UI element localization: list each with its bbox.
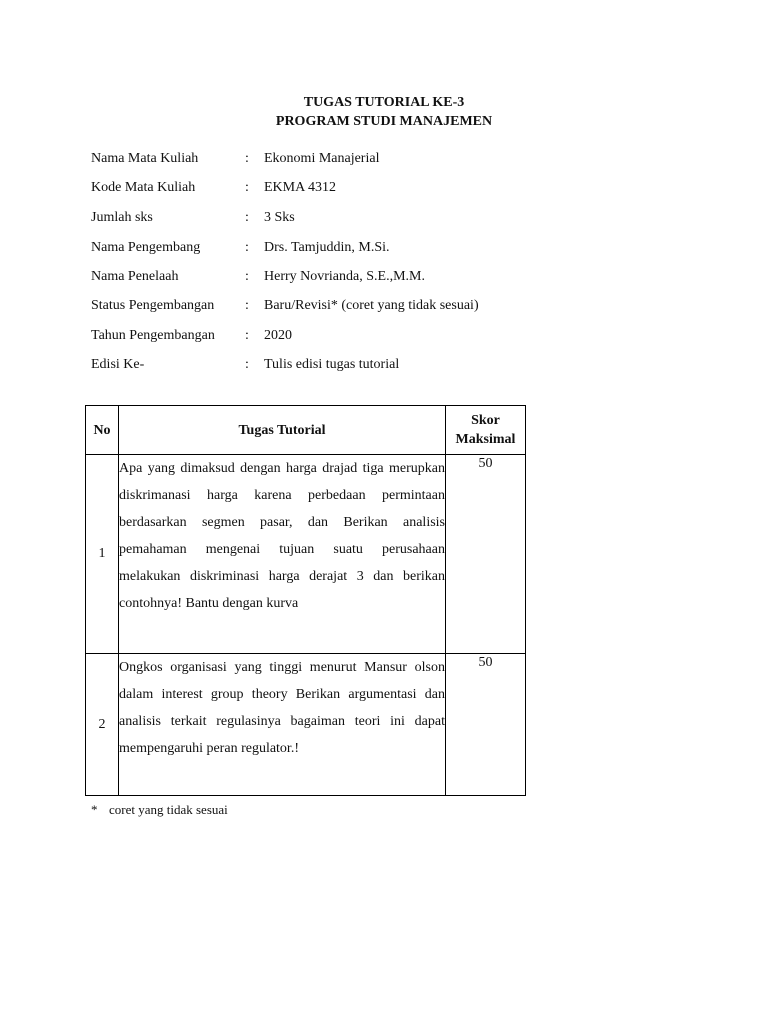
document-title-line1: TUGAS TUTORIAL KE-3 (303, 95, 465, 110)
info-label: Tahun Pengembangan (91, 328, 215, 343)
header-task: Tugas Tutorial (119, 406, 446, 455)
info-label: Nama Mata Kuliah (91, 151, 199, 166)
info-label: Nama Pengembang (91, 240, 201, 255)
header-score-line2: Maksimal (455, 432, 516, 447)
header-score (446, 406, 526, 455)
info-value: Tulis edisi tugas tutorial (264, 357, 400, 372)
info-value: EKMA 4312 (264, 180, 336, 195)
info-label: Nama Penelaah (91, 269, 179, 284)
row-number: 1 (86, 455, 119, 654)
info-label: Kode Mata Kuliah (91, 180, 196, 195)
info-colon: : (245, 240, 249, 255)
footnote (91, 801, 228, 819)
table-row (86, 654, 526, 796)
info-colon: : (245, 328, 249, 343)
row-score: 50 (446, 455, 526, 654)
info-label: Edisi Ke- (91, 357, 145, 372)
table-header-row (86, 406, 526, 455)
info-value: 2020 (264, 328, 292, 343)
info-value: Ekonomi Manajerial (264, 151, 380, 166)
info-colon: : (245, 298, 249, 313)
row-number: 2 (86, 654, 119, 796)
info-colon: : (245, 151, 249, 166)
info-colon: : (245, 210, 249, 225)
info-label: Status Pengembangan (91, 298, 215, 313)
info-value: Baru/Revisi* (coret yang tidak sesuai) (264, 298, 479, 313)
row-task-text: Apa yang dimaksud dengan harga drajad tiga merupkan diskrimanasi harga karena perbedaan permintaan berdasarkan segmen pasar, dan Berikan analisis pemahaman mengenai tujuan suatu perusahaan melakukan diskriminasi harga derajat 3 dan berikan contohnya! Bantu dengan kurva (119, 455, 446, 654)
table-row (86, 455, 526, 654)
info-value: 3 Sks (264, 210, 295, 225)
header-score-line1: Skor (471, 413, 500, 428)
info-colon: : (245, 269, 249, 284)
info-value: Herry Novrianda, S.E.,M.M. (264, 269, 425, 284)
document-title-line2: PROGRAM STUDI MANAJEMEN (275, 114, 493, 129)
info-colon: : (245, 357, 249, 372)
footnote-text: coret yang tidak sesuai (109, 802, 228, 817)
tutorial-task-table (85, 405, 526, 796)
footnote-asterisk: * (91, 802, 98, 817)
header-no: No (86, 406, 119, 455)
info-label: Jumlah sks (91, 210, 153, 225)
info-colon: : (245, 180, 249, 195)
info-value: Drs. Tamjuddin, M.Si. (264, 240, 390, 255)
row-score: 50 (446, 654, 526, 796)
row-task-text: Ongkos organisasi yang tinggi menurut Mansur olson dalam interest group theory Berikan argumentasi dan analisis terkait regulasinya bagaiman teori ini dapat mempengaruhi peran regulator.! (119, 654, 446, 796)
